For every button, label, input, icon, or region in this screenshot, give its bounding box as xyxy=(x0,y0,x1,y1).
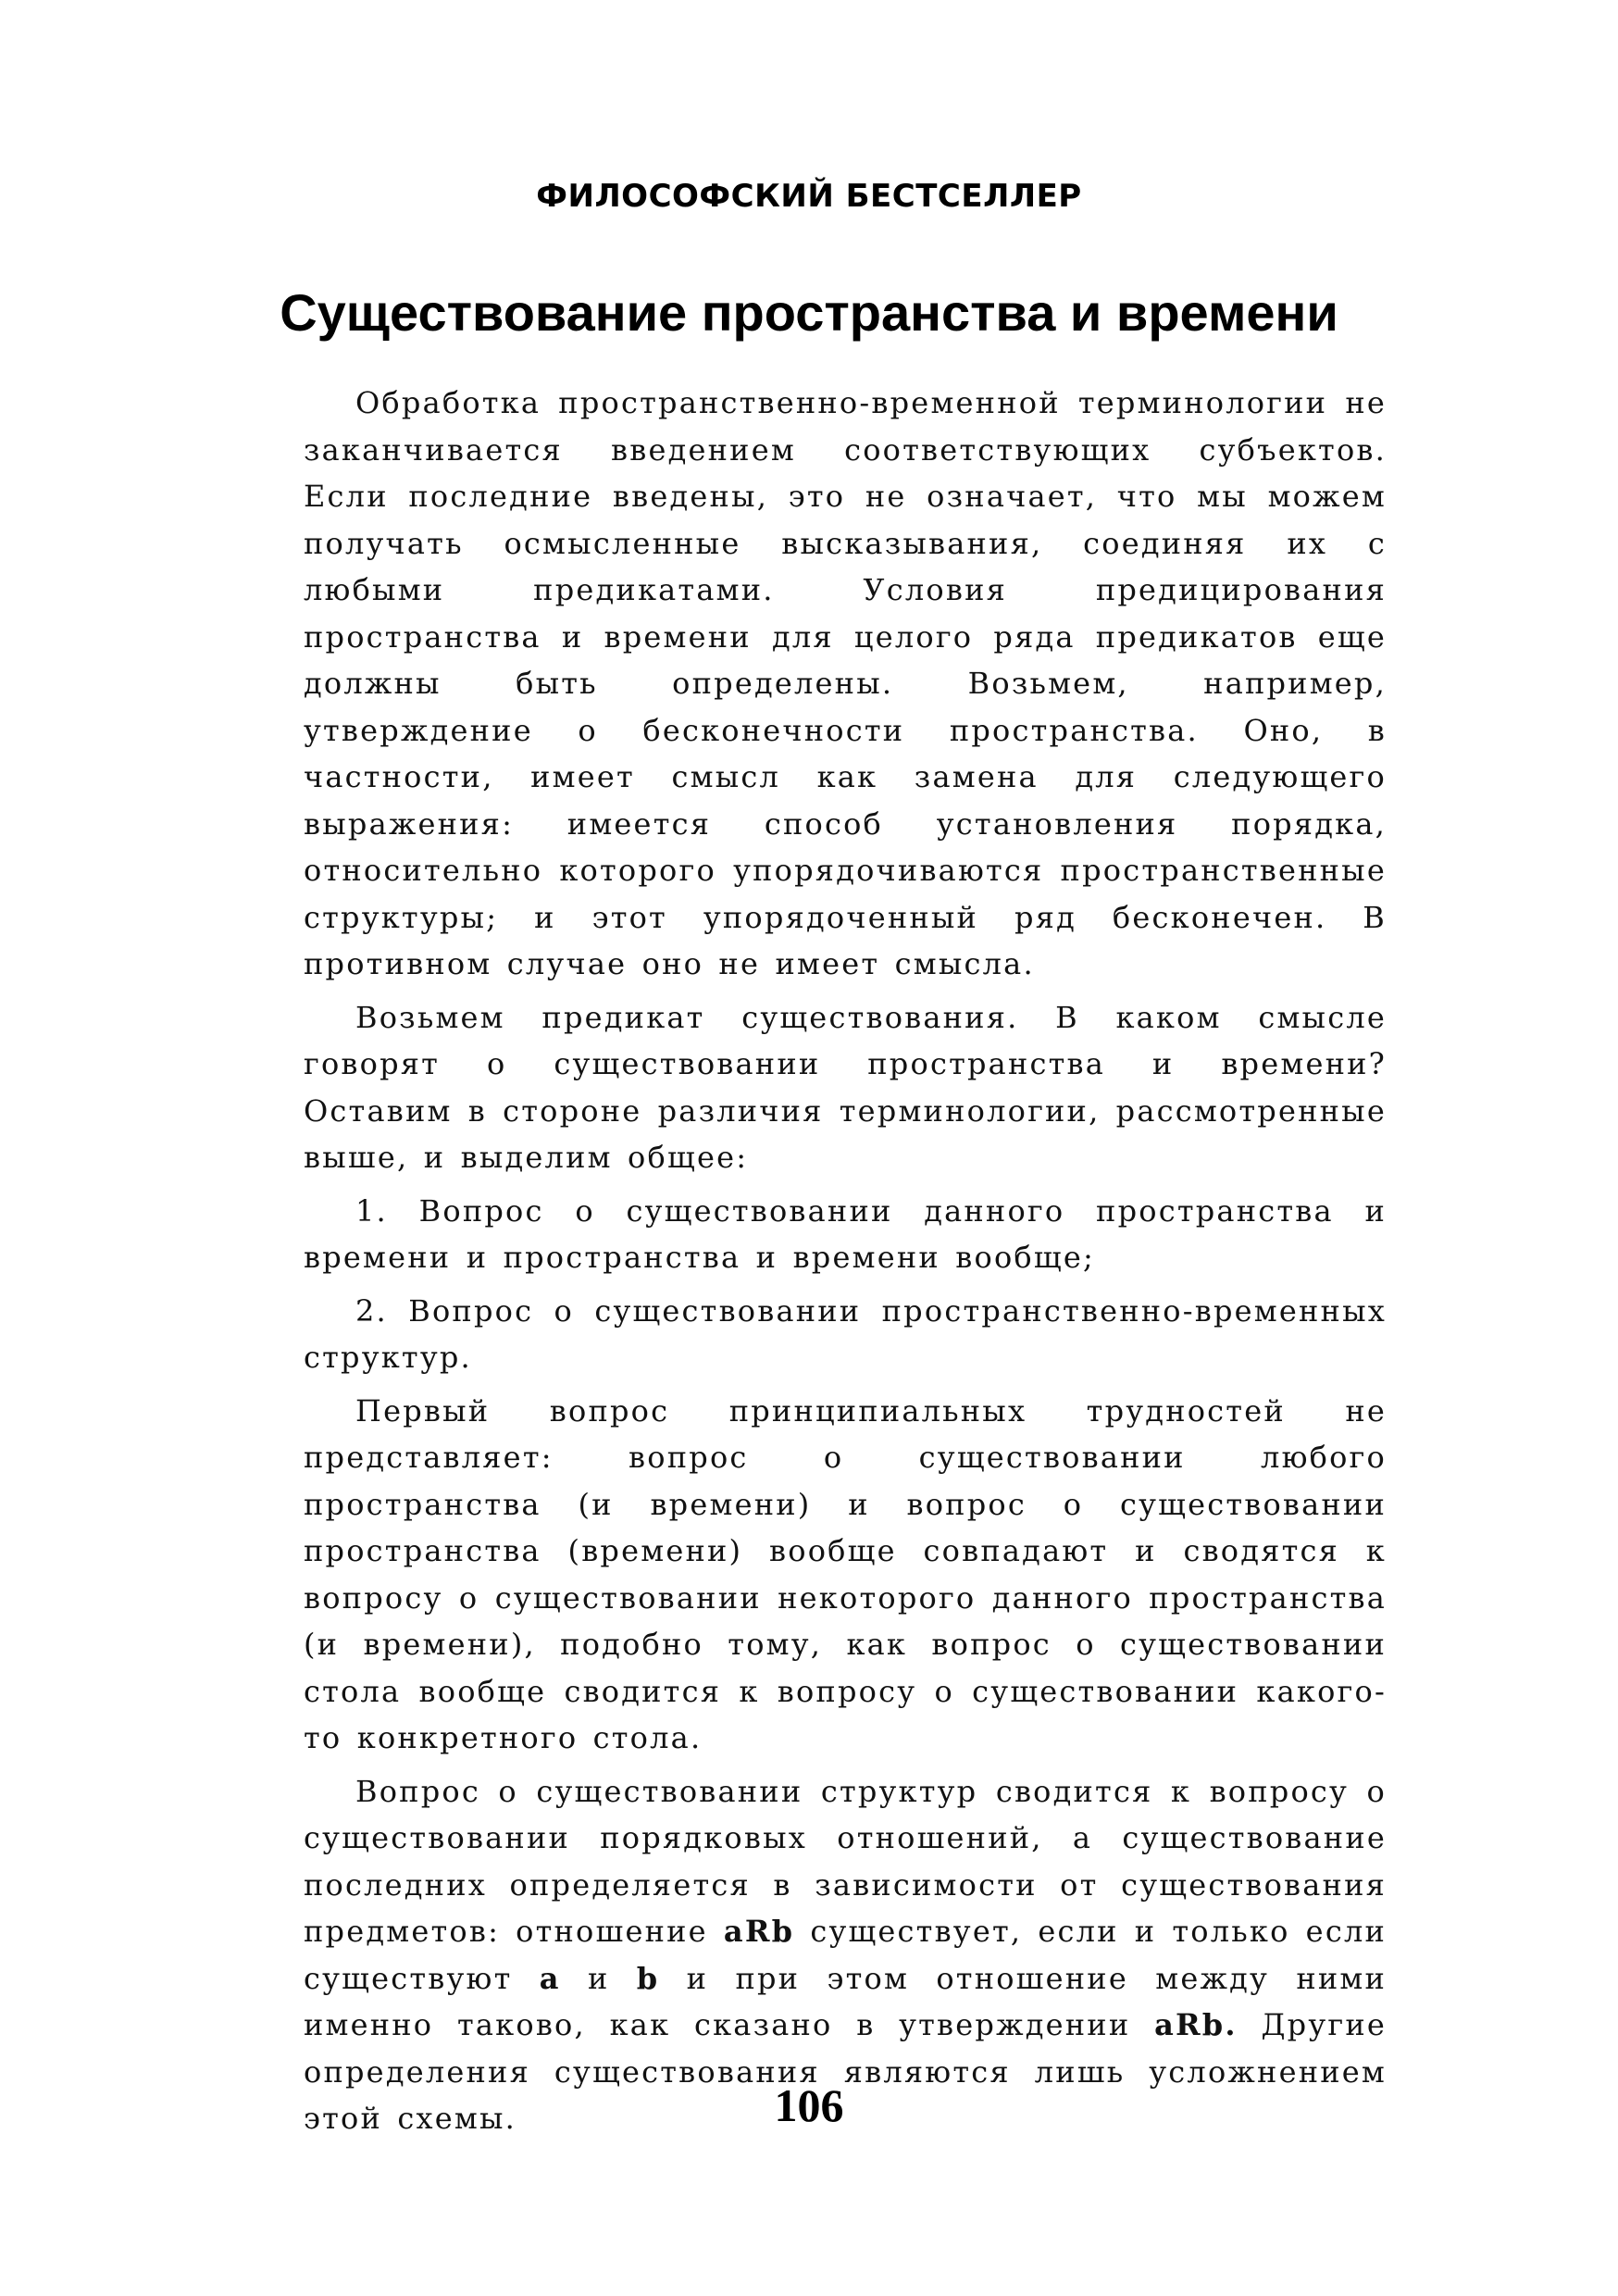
text-run: существует, если и только если существуют xyxy=(304,1914,1388,1996)
list-item: 1. Вопрос о существовании данного пространства и времени и пространства и времени вообще; xyxy=(304,1192,1387,1275)
chapter-title: Существование пространства и времени xyxy=(280,283,1338,342)
paragraph: Возьмем предикат существования. В каком смысле говорят о существовании пространства и времени? Оставим в стороне различия терминологии, рассмотренные выше, и выделим общее: xyxy=(304,999,1387,1175)
text-run: и xyxy=(560,1960,637,1996)
text-run: Другие определения существования являются лишь усложнением этой схемы. xyxy=(304,2007,1388,2136)
formula-symbol: b xyxy=(636,1960,660,1996)
paragraph: Первый вопрос принципиальных трудностей не представляет: вопрос о существовании любого пространства (и времени) и вопрос о существовании пространства (времени) вообще совпадают и сводятся к вопросу о существовании некоторого данного пространства (и времени), подобно тому, как вопрос о существовании стола вообще сводится к вопросу о существовании какого-то конкретного стола. xyxy=(304,1392,1387,1755)
running-head: ФИЛОСОФСКИЙ БЕСТСЕЛЛЕР xyxy=(536,178,1082,215)
formula: aRb. xyxy=(1154,2007,1238,2042)
formula: aRb xyxy=(723,1914,795,1949)
text-run: и при этом отношение между ними именно таково, как сказано в утверждении xyxy=(304,1960,1387,2042)
paragraph: Обработка пространственно-временной терминологии не заканчивается введением соответствующих субъектов. Если последние введены, это не означает, что мы можем получать осмысленные высказывания, соединяя их с любыми предикатами. Условия предицирования пространства и времени для целого ряда предикатов еще должны быть определены. Возьмем, например, утверждение о бесконечности пространства. Оно, в частности, имеет смысл как замена для следующего выражения: имеется способ установления порядка, относительно которого упорядочиваются пространственные структуры; и этот упорядоченный ряд бесконечен. В противном случае оно не имеет смысла. xyxy=(304,385,1387,981)
text-run: Вопрос о существовании структур сводится к вопросу о существовании порядковых отношений, а существование последних определяется в зависимости от существования предметов: отношение xyxy=(304,1773,1387,1949)
formula-symbol: a xyxy=(539,1960,561,1996)
page-number: 106 xyxy=(774,2079,844,2131)
body-text xyxy=(304,380,1387,2149)
list-item: 2. Вопрос о существовании пространственно-временных структур. xyxy=(304,1292,1387,1375)
